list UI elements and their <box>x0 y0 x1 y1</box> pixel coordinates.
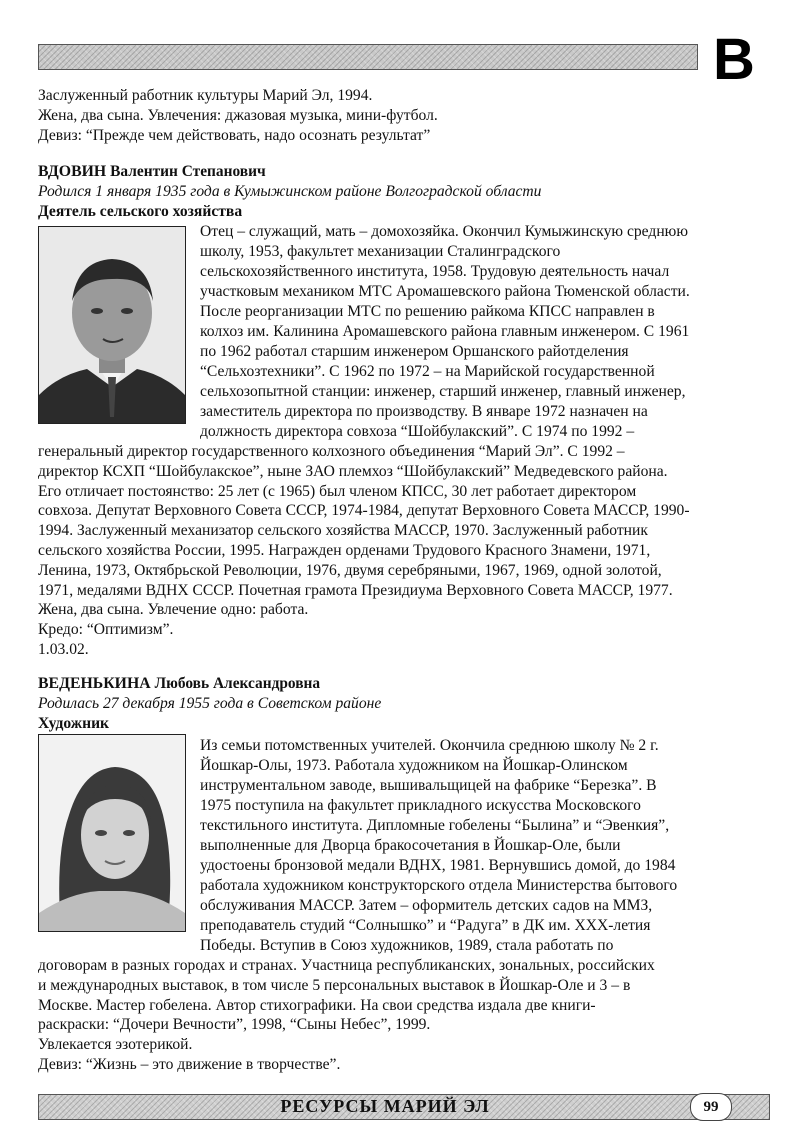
bio-line: инструментальном заводе, вышивальщицей на фабрике “Березка”. В <box>200 777 657 794</box>
bio-line: раскраски: “Дочери Вечности”, 1998, “Сыны Небес”, 1999. <box>38 1016 431 1034</box>
bio-line: сельского хозяйства России, 1995. Награжден орденами Трудового Красного Знамени, 1971, <box>38 541 651 559</box>
bio-line: школу, 1953, факультет механизации Сталинградского <box>200 243 561 260</box>
intro-line: Девиз: “Прежде чем действовать, надо осознать результат” <box>38 126 431 144</box>
entry-role: Художник <box>38 714 110 732</box>
entry-name <box>38 674 750 694</box>
bio-line: участковым механиком МТС Аромашевского района Тюменской области. <box>200 283 690 300</box>
bio-line: Ленина, 1973, Октябрьской Революции, 1976, двумя серебряными, 1967, 1969, одной золотой, <box>38 561 662 579</box>
entry-birth: Родился 1 января 1935 года в Кумыжинском районе Волгоградской области <box>38 182 542 200</box>
bio-line: Из семьи потомственных учителей. Окончила среднюю школу № 2 г. <box>200 737 659 754</box>
portrait-photo-vedenkina <box>38 734 186 932</box>
bio-line: директор КСХП “Шойбулакское”, ныне ЗАО племхоз “Шойбулакский” Медведевского района. <box>38 462 668 480</box>
bio-line: удостоены бронзовой медали ВДНХ, 1981. Вернувшись домой, до 1984 <box>200 857 676 874</box>
footer-title: РЕСУРСЫ МАРИЙ ЭЛ <box>280 1096 490 1116</box>
bio-line: После реорганизации МТС по решению райкома КПСС направлен в <box>200 303 655 320</box>
bio-line: 1971, медалями ВДНХ СССР. Почетная грамота Президиума Верховного Совета МАССР, 1977. <box>38 581 673 599</box>
bio-line: сельхозопытной станции: инженер, старший инженер, главный инженер, <box>200 383 686 400</box>
bio-line: Кредо: “Оптимизм”. <box>38 621 174 639</box>
header-band <box>38 44 698 70</box>
entry-birth: Родилась 27 декабря 1955 года в Советском районе <box>38 694 382 712</box>
bio-line: Йошкар-Олы, 1973. Работала художником на Йошкар-Олинском <box>200 757 628 774</box>
bio-line: генеральный директор государственного колхозного объединения “Марий Эл”. С 1992 – <box>38 443 625 460</box>
bio-line: и международных выставок, в том числе 5 персональных выставок в Йошкар-Оле и 3 – в <box>38 976 631 994</box>
bio-line: текстильного института. Дипломные гобелены “Былина” и “Эвенкия”, <box>200 817 670 834</box>
entry-given-name: Валентин Степанович <box>110 163 266 180</box>
bio-line: Победы. Вступив в Союз художников, 1989, стала работать по <box>200 937 614 954</box>
page-number: 99 <box>690 1093 732 1121</box>
bio-line: 1975 поступила на факультет прикладного искусства Московского <box>200 797 641 814</box>
bio-line: совхоза. Депутат Верховного Совета СССР, 1974-1984, депутат Верховного Совета МАССР, 1990- <box>38 502 690 520</box>
entry-surname: ВЕДЕНЬКИНА <box>38 675 151 692</box>
bio-line: Девиз: “Жизнь – это движение в творчестве”. <box>38 1055 341 1073</box>
bio-line: выполненные для Дворца бракосочетания в Йошкар-Оле, были <box>200 837 621 854</box>
bio-line: по 1962 работал старшим инженером Оршанского райотделения <box>200 343 629 360</box>
bio-line: 1994. Заслуженный механизатор сельского хозяйства МАССР, 1970. Заслуженный работник <box>38 522 648 540</box>
bio-line: 1.03.02. <box>38 640 89 658</box>
bio-line: обслуживания МАССР. Затем – оформитель детских садов на ММЗ, <box>200 897 653 914</box>
entry-vdovin-heading <box>38 162 750 221</box>
entry-vedenkina-body <box>38 956 750 1075</box>
bio-line: Увлекается эзотерикой. <box>38 1036 193 1054</box>
portrait-photo-vdovin <box>38 226 186 424</box>
entry-name <box>38 162 750 182</box>
bio-line: Его отличает постоянство: 25 лет (с 1965) был членом КПСС, 30 лет работает директором <box>38 482 637 500</box>
intro-line: Заслуженный работник культуры Марий Эл, 1994. <box>38 87 373 104</box>
portrait-image <box>39 735 185 931</box>
intro-line: Жена, два сына. Увлечения: джазовая музыка, мини-футбол. <box>38 106 438 124</box>
entry-surname: ВДОВИН <box>38 163 107 180</box>
bio-line: Москве. Мастер гобелена. Автор стихографики. На свои средства издала две книги- <box>38 996 596 1014</box>
bio-line: работала художником конструкторского отдела Министерства бытового <box>200 877 678 894</box>
bio-line: должность директора совхоза “Шойбулакский”. С 1974 по 1992 – <box>200 423 635 440</box>
entry-vdovin-body <box>38 442 750 660</box>
bio-line: договорам в разных городах и странах. Участница республиканских, зональных, российских <box>38 957 655 974</box>
intro-paragraph <box>38 86 750 145</box>
bio-line: преподаватель студий “Солнышко” и “Радуга” в ДК им. XXX-летия <box>200 917 651 934</box>
section-letter: В <box>713 27 755 92</box>
entry-given-name: Любовь Александровна <box>154 675 321 692</box>
bio-line: Жена, два сына. Увлечение одно: работа. <box>38 601 309 619</box>
bio-line: заместитель директора по производству. В январе 1972 назначен на <box>200 403 648 420</box>
bio-line: Отец – служащий, мать – домохозяйка. Окончил Кумыжинскую среднюю <box>200 223 688 240</box>
entry-role: Деятель сельского хозяйства <box>38 202 243 220</box>
bio-line: “Сельхозтехники”. С 1962 по 1972 – на Марийской государственной <box>200 363 655 380</box>
bio-line: сельскохозяйственного института, 1958. Трудовую деятельность начал <box>200 263 670 280</box>
bio-line: колхоз им. Калинина Аромашевского района главным инженером. С 1961 <box>200 323 690 340</box>
entry-vedenkina-heading <box>38 674 750 733</box>
portrait-image <box>39 227 185 423</box>
